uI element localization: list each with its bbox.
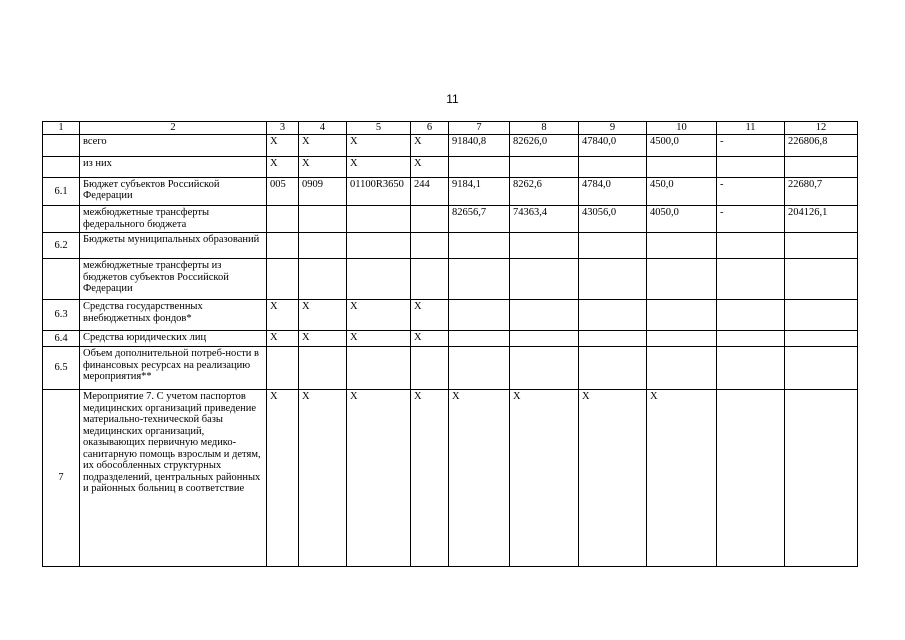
value-cell: [579, 259, 647, 300]
value-cell: Х: [267, 134, 299, 156]
value-cell: [347, 259, 411, 300]
value-cell: Х: [449, 390, 510, 567]
value-cell: Х: [347, 134, 411, 156]
value-cell: 244: [411, 177, 449, 206]
row-number-cell: 6.4: [43, 330, 80, 346]
value-cell: [449, 157, 510, 177]
value-cell: 4500,0: [647, 134, 717, 156]
value-cell: [411, 206, 449, 233]
value-cell: [785, 157, 858, 177]
value-cell: [647, 347, 717, 390]
row-label-cell: Бюджет субъектов Российской Федерации: [80, 177, 267, 206]
table-row: [43, 134, 858, 156]
row-label-cell: межбюджетные трансферты из бюджетов субъектов Российской Федерации: [80, 259, 267, 300]
value-cell: [785, 330, 858, 346]
value-cell: [267, 232, 299, 259]
value-cell: [267, 259, 299, 300]
value-cell: [510, 300, 579, 331]
value-cell: [411, 232, 449, 259]
value-cell: [647, 330, 717, 346]
header-cell: 4: [299, 122, 347, 135]
value-cell: [579, 232, 647, 259]
row-number-cell: [43, 206, 80, 233]
value-cell: Х: [347, 330, 411, 346]
row-number-cell: [43, 157, 80, 177]
value-cell: [579, 330, 647, 346]
value-cell: Х: [267, 330, 299, 346]
value-cell: [785, 259, 858, 300]
value-cell: [647, 259, 717, 300]
value-cell: [647, 157, 717, 177]
row-number-cell: 6.1: [43, 177, 80, 206]
value-cell: 226806,8: [785, 134, 858, 156]
page-number: 11: [446, 92, 459, 106]
value-cell: 450,0: [647, 177, 717, 206]
value-cell: [449, 232, 510, 259]
row-number-cell: 6.5: [43, 347, 80, 390]
table-row: [43, 206, 858, 233]
value-cell: [299, 259, 347, 300]
value-cell: [717, 330, 785, 346]
value-cell: Х: [299, 157, 347, 177]
row-number-cell: 7: [43, 390, 80, 567]
value-cell: Х: [411, 390, 449, 567]
value-cell: [717, 390, 785, 567]
table-row: [43, 330, 858, 346]
value-cell: 82656,7: [449, 206, 510, 233]
value-cell: Х: [267, 157, 299, 177]
value-cell: [785, 300, 858, 331]
value-cell: [647, 232, 717, 259]
value-cell: Х: [411, 330, 449, 346]
value-cell: [347, 232, 411, 259]
value-cell: [299, 232, 347, 259]
value-cell: 01100R3650: [347, 177, 411, 206]
value-cell: [299, 347, 347, 390]
value-cell: [449, 300, 510, 331]
table-row: [43, 157, 858, 177]
row-label-cell: Объем дополнительной потреб-ности в финансовых ресурсах на реализацию мероприятия**: [80, 347, 267, 390]
value-cell: [411, 347, 449, 390]
value-cell: -: [717, 177, 785, 206]
value-cell: [299, 206, 347, 233]
value-cell: [579, 157, 647, 177]
header-cell: 8: [510, 122, 579, 135]
header-cell: 12: [785, 122, 858, 135]
header-cell: 11: [717, 122, 785, 135]
value-cell: 204126,1: [785, 206, 858, 233]
value-cell: [510, 232, 579, 259]
value-cell: [785, 347, 858, 390]
value-cell: [510, 259, 579, 300]
header-cell: 2: [80, 122, 267, 135]
table-row: [43, 347, 858, 390]
row-number-cell: 6.2: [43, 232, 80, 259]
value-cell: [785, 390, 858, 567]
value-cell: [579, 347, 647, 390]
header-cell: 7: [449, 122, 510, 135]
value-cell: [717, 347, 785, 390]
value-cell: 0909: [299, 177, 347, 206]
value-cell: [267, 347, 299, 390]
value-cell: Х: [411, 300, 449, 331]
header-cell: 9: [579, 122, 647, 135]
value-cell: [449, 347, 510, 390]
row-label-cell: всего: [80, 134, 267, 156]
value-cell: Х: [267, 300, 299, 331]
value-cell: [717, 232, 785, 259]
value-cell: Х: [510, 390, 579, 567]
value-cell: [411, 259, 449, 300]
row-label-cell: Средства юридических лиц: [80, 330, 267, 346]
value-cell: 43056,0: [579, 206, 647, 233]
value-cell: [267, 206, 299, 233]
value-cell: Х: [347, 157, 411, 177]
value-cell: 8262,6: [510, 177, 579, 206]
value-cell: -: [717, 134, 785, 156]
table-row: [43, 177, 858, 206]
table-row: [43, 390, 858, 567]
value-cell: Х: [299, 390, 347, 567]
value-cell: Х: [299, 300, 347, 331]
value-cell: Х: [411, 134, 449, 156]
value-cell: [347, 206, 411, 233]
value-cell: Х: [347, 300, 411, 331]
header-cell: 1: [43, 122, 80, 135]
value-cell: [449, 259, 510, 300]
value-cell: [510, 157, 579, 177]
value-cell: 47840,0: [579, 134, 647, 156]
value-cell: Х: [647, 390, 717, 567]
header-cell: 3: [267, 122, 299, 135]
header-cell: 6: [411, 122, 449, 135]
value-cell: 4784,0: [579, 177, 647, 206]
value-cell: [347, 347, 411, 390]
row-label-cell: Мероприятие 7. С учетом паспортов медицинских организаций приведение материально-технической базы медицинских организаций, оказывающих первичную медико-санитарную помощь взрослым и детям, их обособленных структурных подразделений, центральных районных и районных больниц в соответствие: [80, 390, 267, 567]
row-label-cell: из них: [80, 157, 267, 177]
value-cell: -: [717, 206, 785, 233]
value-cell: 74363,4: [510, 206, 579, 233]
header-row: [43, 122, 858, 135]
value-cell: [510, 347, 579, 390]
header-cell: 10: [647, 122, 717, 135]
value-cell: [449, 330, 510, 346]
row-label-cell: межбюджетные трансферты федерального бюджета: [80, 206, 267, 233]
value-cell: Х: [347, 390, 411, 567]
value-cell: [510, 330, 579, 346]
value-cell: Х: [579, 390, 647, 567]
value-cell: 91840,8: [449, 134, 510, 156]
header-cell: 5: [347, 122, 411, 135]
row-label-cell: Бюджеты муниципальных образований: [80, 232, 267, 259]
value-cell: Х: [299, 134, 347, 156]
value-cell: 005: [267, 177, 299, 206]
value-cell: Х: [267, 390, 299, 567]
value-cell: 4050,0: [647, 206, 717, 233]
value-cell: [579, 300, 647, 331]
row-label-cell: Средства государственных внебюджетных фондов*: [80, 300, 267, 331]
value-cell: 82626,0: [510, 134, 579, 156]
value-cell: [647, 300, 717, 331]
value-cell: [785, 232, 858, 259]
value-cell: 22680,7: [785, 177, 858, 206]
value-cell: [717, 300, 785, 331]
row-number-cell: 6.3: [43, 300, 80, 331]
table-row: [43, 232, 858, 259]
budget-table: [42, 121, 858, 567]
row-number-cell: [43, 259, 80, 300]
table-row: [43, 300, 858, 331]
value-cell: 9184,1: [449, 177, 510, 206]
value-cell: Х: [411, 157, 449, 177]
value-cell: [717, 259, 785, 300]
row-number-cell: [43, 134, 80, 156]
value-cell: [717, 157, 785, 177]
table-row: [43, 259, 858, 300]
value-cell: Х: [299, 330, 347, 346]
